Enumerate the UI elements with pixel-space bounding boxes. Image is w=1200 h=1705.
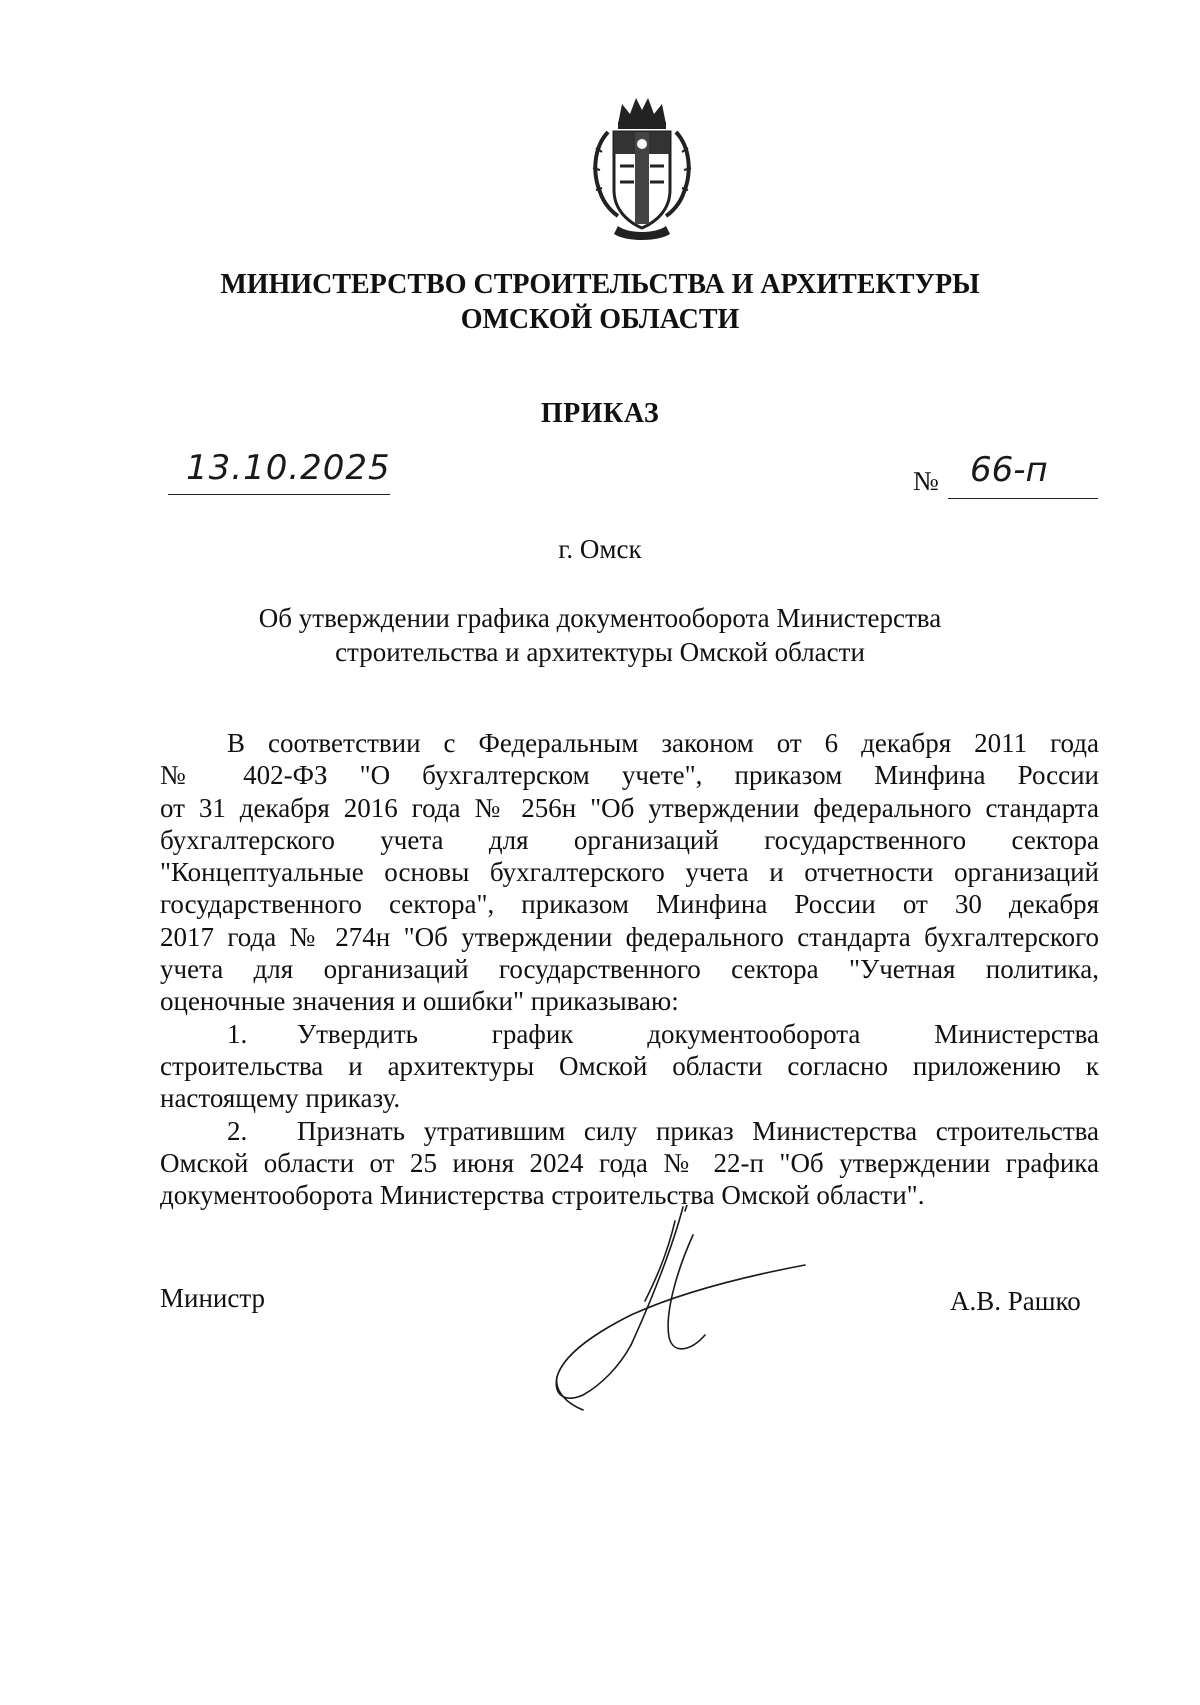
number-underline	[948, 498, 1098, 499]
item-1-line	[160, 1018, 1099, 1050]
subject-line2: строительства и архитектуры Омской области	[335, 637, 865, 667]
order-number: 66-п	[970, 450, 1048, 490]
body-text	[160, 727, 1099, 1211]
preamble-line: № 402-ФЗ "О бухгалтерском учете", приказом Минфина России	[160, 760, 1099, 791]
city: г. Омск	[558, 534, 642, 564]
preamble-line: оценочные значения и ошибки" приказываю:	[160, 986, 679, 1017]
order-number-label: №	[913, 466, 939, 496]
order-number-field	[948, 450, 1098, 500]
organization-name-line1: МИНИСТЕРСТВО СТРОИТЕЛЬСТВА И АРХИТЕКТУРЫ	[220, 269, 980, 300]
omsk-coat-of-arms-icon	[588, 92, 696, 242]
preamble-line: "Концептуальные основы бухгалтерского учета и отчетности организаций	[160, 857, 1099, 888]
preamble-line: В соответствии с Федеральным законом от 6 декабря 2011 года	[227, 728, 1099, 758]
item-1-line: строительства и архитектуры Омской области согласно приложению к	[160, 1050, 1099, 1081]
item-2-text: Признать утратившим силу приказ Министерства строительства	[297, 1115, 1099, 1146]
order-date-field	[168, 448, 390, 498]
item-1-line: настоящему приказу.	[160, 1083, 401, 1114]
item-1-text: Утвердить график документооборота Министерства	[297, 1018, 1099, 1049]
document-type-title: ПРИКАЗ	[540, 398, 660, 429]
preamble-line: 2017 года № 274н "Об утверждении федерального стандарта бухгалтерского	[160, 921, 1099, 952]
item-1-number: 1.	[227, 1018, 248, 1049]
handwritten-signature	[535, 1205, 815, 1420]
preamble-line: от 31 декабря 2016 года № 256н "Об утверждении федерального стандарта	[160, 792, 1099, 823]
organization-name-line2: ОМСКОЙ ОБЛАСТИ	[460, 304, 740, 335]
preamble-line: государственного сектора", приказом Минфина России от 30 декабря	[160, 889, 1099, 920]
subject-line1: Об утверждении графика документооборота Министерства	[258, 603, 942, 633]
item-2-line	[160, 1115, 1099, 1147]
date-underline	[168, 494, 390, 495]
order-date: 13.10.2025	[186, 448, 391, 488]
preamble-line: учета для организаций государственного сектора "Учетная политика,	[160, 954, 1099, 985]
item-2-number: 2.	[227, 1115, 248, 1146]
item-2-line: Омской области от 25 июня 2024 года № 22-п "Об утверждении графика	[160, 1147, 1099, 1178]
signer-name: А.В. Рашко	[950, 1286, 1081, 1316]
preamble-line: бухгалтерского учета для организаций государственного сектора	[160, 824, 1099, 855]
item-2-line: документооборота Министерства строительства Омской области".	[160, 1180, 925, 1211]
signer-title: Министр	[160, 1283, 265, 1313]
